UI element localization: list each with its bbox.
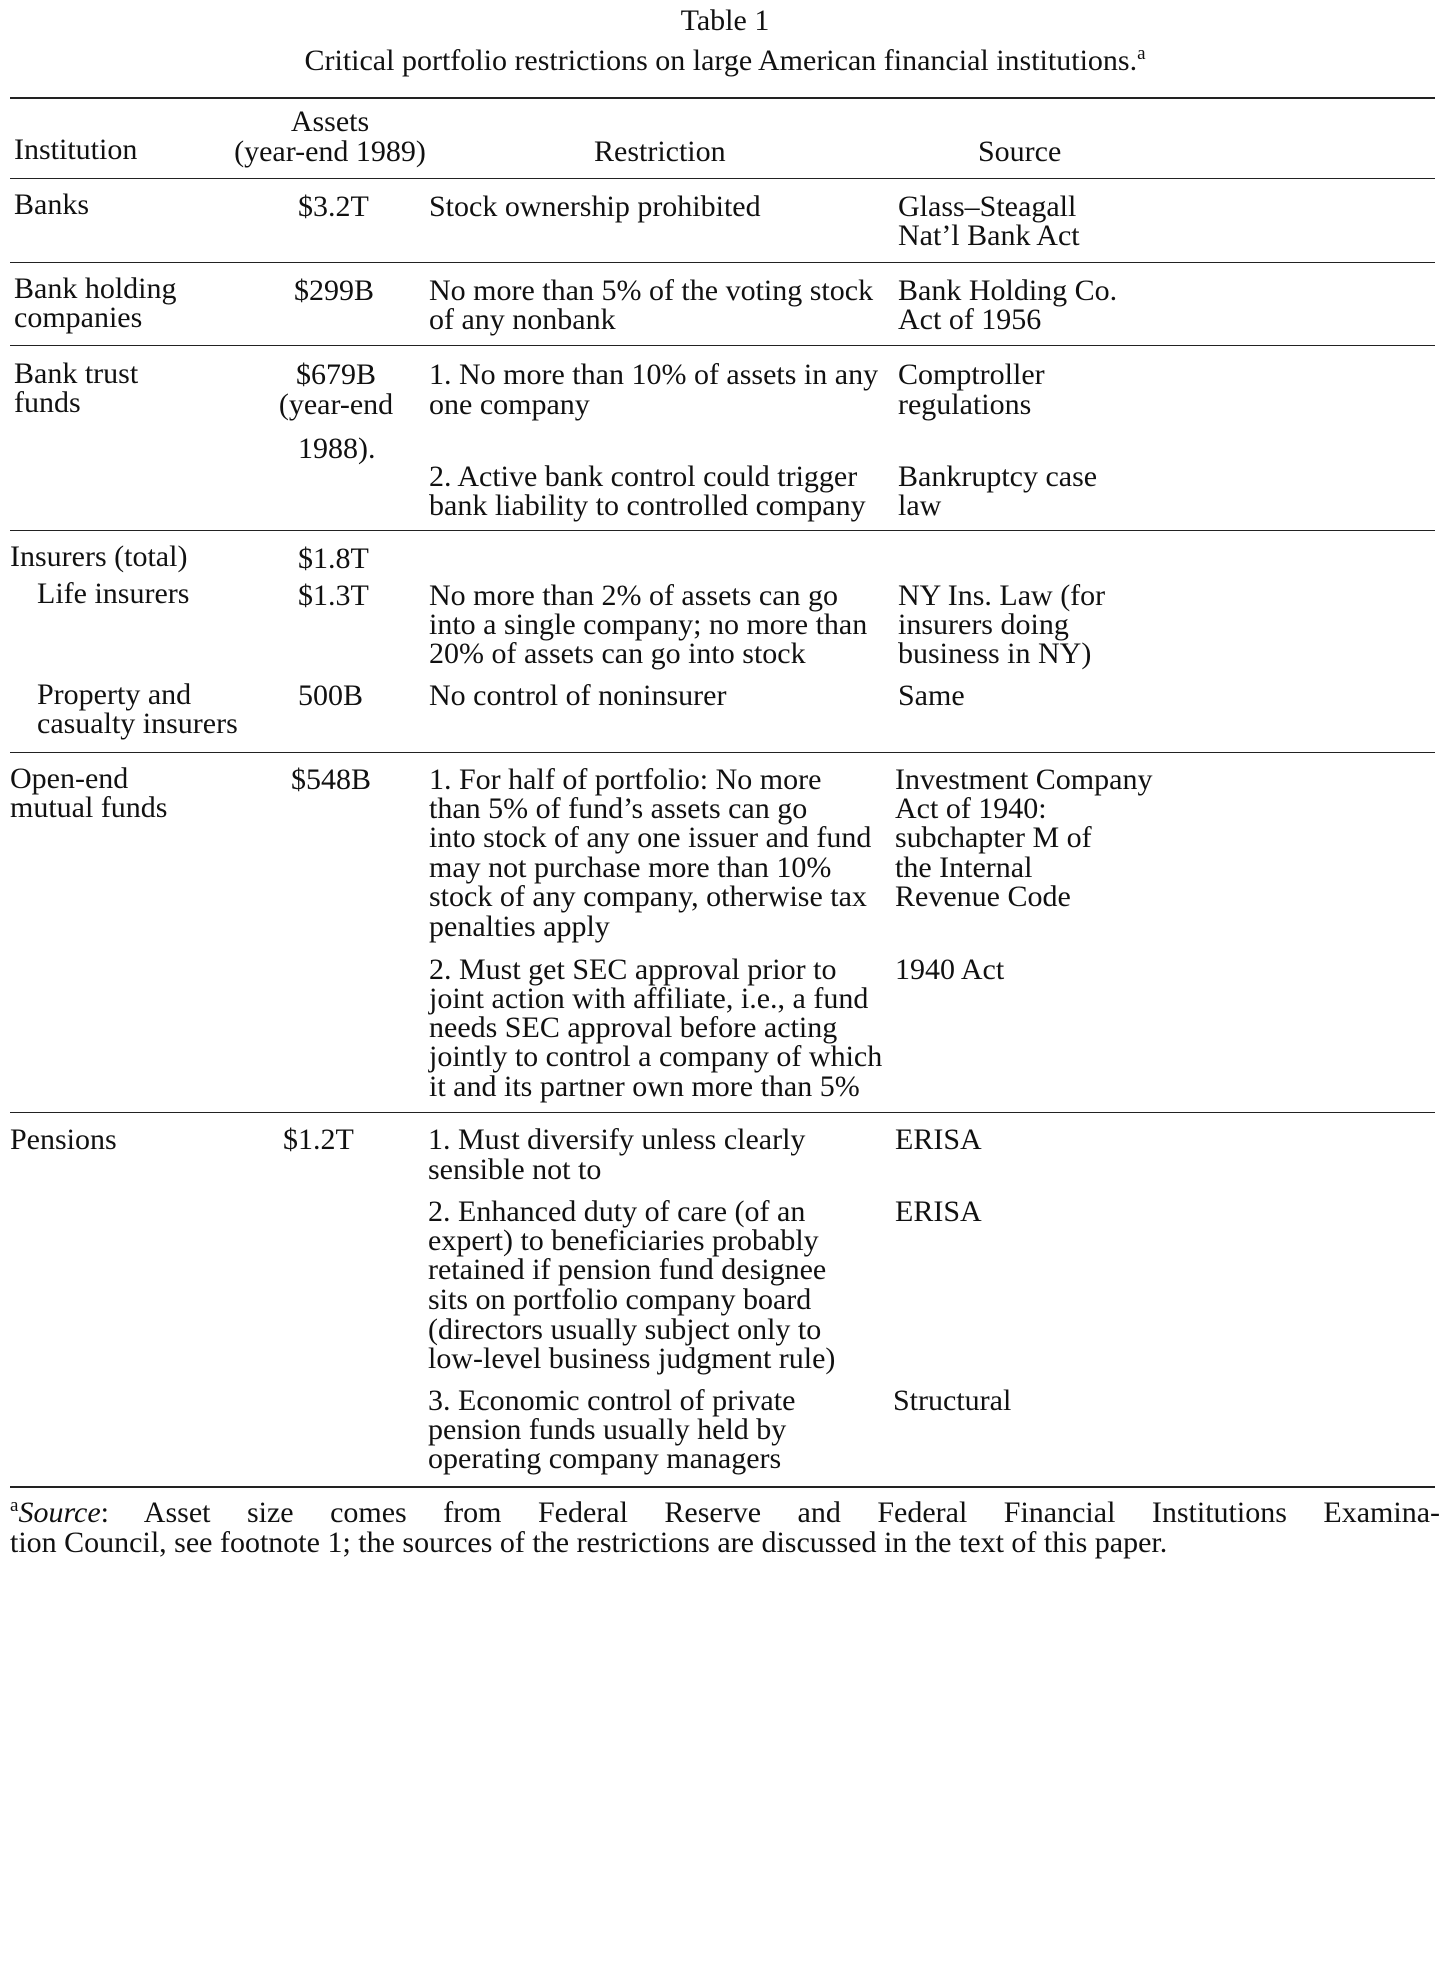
row-divider — [10, 752, 1435, 753]
row-institution-line: Property and — [37, 678, 192, 711]
row-restriction-line: of any nonbank — [429, 303, 616, 336]
row-institution-line: Open-end — [10, 762, 129, 795]
row-source-line: Act of 1956 — [898, 303, 1042, 336]
row-assets-line: 1988). — [298, 432, 376, 465]
row-restriction-line: penalties apply — [429, 910, 610, 943]
footnote-text-1: : Asset size comes from Federal Reserve and Federal Financial Institutions Examina- — [100, 1496, 1440, 1529]
row-restriction-line: sensible not to — [428, 1153, 602, 1186]
caption-text: Critical portfolio restrictions on large American financial institutions. — [304, 44, 1138, 77]
row-assets-line: (year-end — [278, 388, 394, 421]
row-source-line: insurers doing — [898, 608, 1069, 641]
row-source-line: subchapter M of — [895, 821, 1092, 854]
row-institution: Insurers (total) — [10, 540, 188, 573]
row-assets: $548B — [291, 763, 372, 796]
header-restriction: Restriction — [594, 135, 726, 168]
row-source-line: the Internal — [895, 851, 1033, 884]
row-source-line: Revenue Code — [895, 880, 1071, 913]
row-restriction-line: needs SEC approval before acting — [429, 1011, 838, 1044]
header-source: Source — [978, 135, 1062, 168]
row-restriction-line: sits on portfolio company board — [428, 1283, 812, 1316]
row-restriction-line: into stock of any one issuer and fund — [429, 821, 872, 854]
footnote-marker: a — [10, 1495, 19, 1516]
table-title: Table 1 — [680, 4, 770, 37]
row-source-line: Bankruptcy case — [898, 460, 1098, 493]
row-institution-line: casualty insurers — [37, 707, 238, 740]
row-divider — [10, 1112, 1435, 1113]
row-restriction-line: 2. Must get SEC approval prior to — [429, 953, 837, 986]
row-assets: $1.3T — [298, 579, 369, 612]
row-institution: Pensions — [10, 1123, 117, 1156]
caption-footnote-marker: a — [1137, 43, 1146, 64]
row-restriction-line: retained if pension fund designee — [428, 1253, 827, 1286]
row-restriction-line: joint action with affiliate, i.e., a fund — [429, 982, 869, 1015]
row-assets: $299B — [294, 274, 375, 307]
row-restriction-line: than 5% of fund’s assets can go — [429, 792, 808, 825]
row-divider — [10, 345, 1435, 346]
row-restriction-line: bank liability to controlled company — [429, 489, 866, 522]
row-source: ERISA — [895, 1123, 982, 1156]
row-institution-line: Bank holding — [14, 272, 177, 305]
row-restriction-line: it and its partner own more than 5% — [429, 1070, 860, 1103]
row-assets: $3.2T — [298, 190, 369, 223]
row-restriction-line: operating company managers — [428, 1442, 782, 1475]
row-restriction-line: (directors usually subject only to — [428, 1313, 822, 1346]
row-restriction-line: 2. Enhanced duty of care (of an — [428, 1195, 806, 1228]
row-assets: $1.2T — [283, 1123, 354, 1156]
row-institution: Banks — [14, 188, 89, 221]
row-restriction-line: stock of any company, otherwise tax — [429, 880, 867, 913]
row-institution-line: companies — [14, 301, 143, 334]
row-restriction-line: 3. Economic control of private — [428, 1384, 796, 1417]
footnote-line2: tion Council, see footnote 1; the sources of the restrictions are discussed in the text of this paper. — [10, 1526, 1168, 1559]
row-restriction: No control of noninsurer — [429, 679, 727, 712]
row-source-line: Nat’l Bank Act — [898, 219, 1080, 252]
row-restriction: Stock ownership prohibited — [429, 190, 761, 223]
row-restriction-line: 20% of assets can go into stock — [429, 637, 806, 670]
row-institution-line: mutual funds — [10, 791, 168, 824]
row-assets: $1.8T — [298, 542, 369, 575]
row-institution: Life insurers — [37, 577, 190, 610]
header-institution: Institution — [14, 133, 138, 166]
row-source-line: Bank Holding Co. — [898, 274, 1118, 307]
row-source-line: Act of 1940: — [895, 792, 1047, 825]
row-assets: 500B — [298, 679, 364, 712]
row-source: Structural — [893, 1384, 1012, 1417]
row-restriction-line: 1. For half of portfolio: No more — [429, 763, 822, 796]
rule-header — [10, 178, 1435, 179]
rule-bottom — [10, 1486, 1435, 1488]
row-restriction-line: pension funds usually held by — [428, 1413, 787, 1446]
row-divider — [10, 262, 1435, 263]
row-source-line: Glass–Steagall — [898, 190, 1077, 223]
row-restriction-line: jointly to control a company of which — [429, 1040, 883, 1073]
row-restriction-line: one company — [429, 388, 590, 421]
header-assets-line1: Assets — [290, 105, 370, 138]
row-restriction-line: may not purchase more than 10% — [429, 851, 832, 884]
row-source-line: law — [898, 489, 942, 522]
table-caption — [0, 42, 1450, 79]
row-source-line: Investment Company — [895, 763, 1153, 796]
row-restriction-line: low-level business judgment rule) — [428, 1342, 836, 1375]
row-restriction-line: 1. No more than 10% of assets in any — [429, 358, 879, 391]
row-assets-line: $679B — [295, 358, 376, 391]
row-restriction-line: No more than 5% of the voting stock — [429, 274, 874, 307]
row-source-line: Comptroller — [898, 358, 1045, 391]
row-source-line: business in NY) — [898, 637, 1092, 670]
row-source: 1940 Act — [895, 953, 1005, 986]
footnote-label: Source — [18, 1496, 101, 1529]
row-restriction-line: 1. Must diversify unless clearly — [428, 1123, 806, 1156]
rule-top — [10, 97, 1435, 99]
row-institution-line: funds — [14, 386, 81, 419]
header-assets-line2: (year-end 1989) — [234, 135, 426, 168]
row-restriction-line: into a single company; no more than — [429, 608, 868, 641]
row-divider — [10, 530, 1435, 531]
row-institution-line: Bank trust — [14, 357, 139, 390]
row-restriction-line: expert) to beneficiaries probably — [428, 1224, 819, 1257]
row-restriction-line: No more than 2% of assets can go — [429, 579, 839, 612]
row-source-line: NY Ins. Law (for — [898, 579, 1106, 612]
row-source: Same — [898, 679, 965, 712]
row-source-line: regulations — [898, 388, 1032, 421]
row-source: ERISA — [895, 1195, 982, 1228]
row-restriction-line: 2. Active bank control could trigger — [429, 460, 858, 493]
